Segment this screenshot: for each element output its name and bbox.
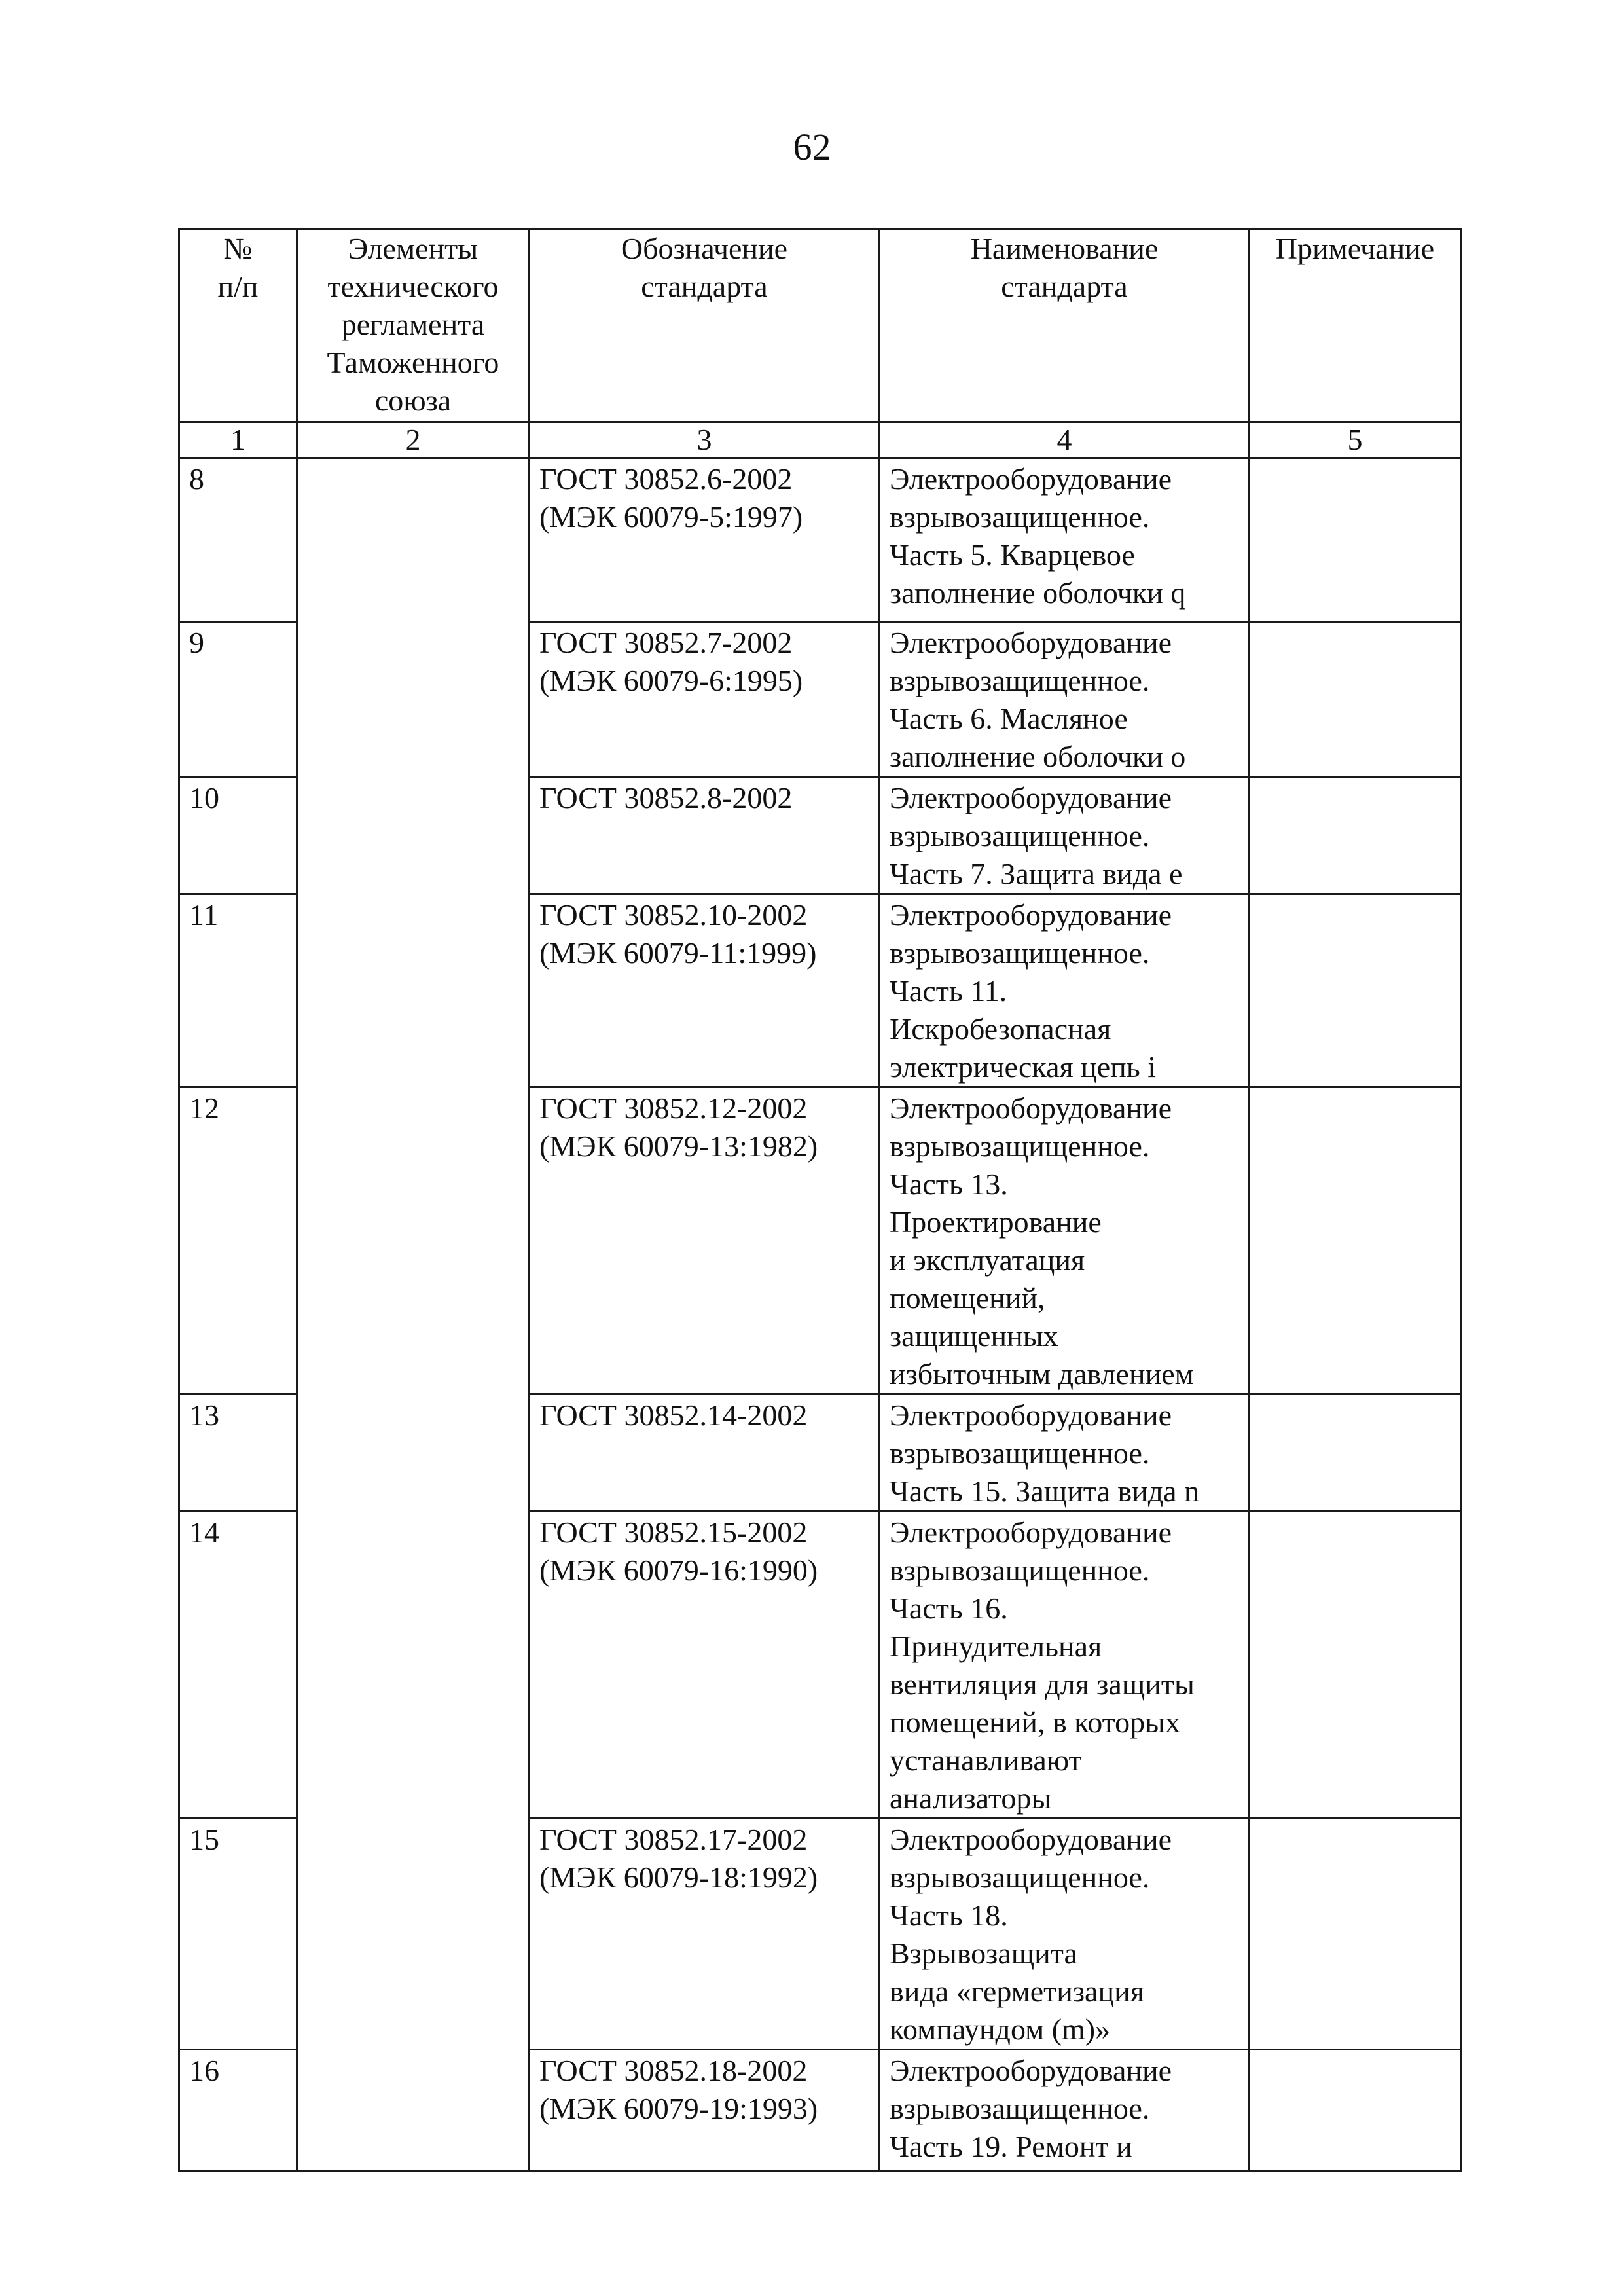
elements-cell <box>297 622 530 777</box>
standard-code-line: (МЭК 60079-5:1997) <box>539 500 803 534</box>
standard-name-line: Проектирование <box>890 1205 1102 1239</box>
table-body <box>179 458 1461 2171</box>
standard-code-cell <box>530 894 880 1087</box>
note-cell <box>1250 1394 1461 1512</box>
standard-name-line: Электрооборудование <box>890 462 1172 496</box>
standard-name-line: избыточным давлением <box>890 1357 1194 1391</box>
row-number: 11 <box>179 894 297 1087</box>
row-number: 10 <box>179 777 297 894</box>
standard-name-line: взрывозащищенное. <box>890 1554 1150 1587</box>
standard-code-cell <box>530 1819 880 2050</box>
row-number: 12 <box>179 1087 297 1394</box>
standard-name-line: взрывозащищенное. <box>890 500 1150 534</box>
table-row <box>179 1394 1461 1512</box>
note-cell <box>1250 458 1461 622</box>
elements-cell <box>297 1819 530 2050</box>
standard-name-line: взрывозащищенное. <box>890 1861 1150 1894</box>
table-row <box>179 622 1461 777</box>
standard-name-line: Электрооборудование <box>890 626 1172 659</box>
standard-name-line: Электрооборудование <box>890 781 1172 814</box>
standard-name-line: Часть 11. <box>890 974 1007 1008</box>
standard-name-line: устанавливают <box>890 1743 1082 1777</box>
table-row <box>179 894 1461 1087</box>
standard-name-cell <box>880 777 1250 894</box>
elements-cell <box>297 777 530 894</box>
row-number: 14 <box>179 1512 297 1819</box>
header-line: союза <box>374 384 452 417</box>
standard-name-line: вентиляция для защиты <box>890 1667 1195 1701</box>
standard-name-line: защищенных <box>890 1319 1058 1353</box>
standard-name-line: Часть 5. Кварцевое <box>890 538 1135 572</box>
standard-name-line: анализаторы <box>890 1781 1052 1815</box>
header-name <box>880 229 1250 422</box>
standard-name-line: и эксплуатация <box>890 1243 1085 1277</box>
standard-code-line: ГОСТ 30852.8-2002 <box>539 781 793 814</box>
standard-name-line: Часть 19. Ремонт и <box>890 2130 1132 2163</box>
standard-name-line: взрывозащищенное. <box>890 819 1150 852</box>
note-cell <box>1250 1819 1461 2050</box>
column-index: 4 <box>880 422 1250 458</box>
header-code <box>530 229 880 422</box>
standard-code-line: ГОСТ 30852.18-2002 <box>539 2054 808 2087</box>
standard-name-line: Часть 16. <box>890 1592 1008 1625</box>
header-line: технического <box>327 270 499 303</box>
column-index-row <box>179 422 1461 458</box>
standard-name-line: помещений, в которых <box>890 1705 1180 1739</box>
header-line: п/п <box>217 270 259 303</box>
standard-name-line: вида «герметизация <box>890 1975 1144 2008</box>
standard-name-line: взрывозащищенное. <box>890 1129 1150 1163</box>
header-elements <box>297 229 530 422</box>
table-row <box>179 777 1461 894</box>
standard-name-line: Взрывозащита <box>890 1937 1077 1970</box>
standard-name-line: Часть 18. <box>890 1899 1008 1932</box>
row-number: 9 <box>179 622 297 777</box>
standard-code-cell <box>530 1394 880 1512</box>
note-cell <box>1250 1512 1461 1819</box>
standard-name-line: взрывозащищенное. <box>890 1436 1150 1470</box>
standard-name-cell <box>880 458 1250 622</box>
table-row <box>179 458 1461 622</box>
note-cell <box>1250 2050 1461 2171</box>
standard-name-cell <box>880 894 1250 1087</box>
row-number: 15 <box>179 1819 297 2050</box>
header-line: Примечание <box>1275 232 1435 265</box>
standard-code-cell <box>530 1087 880 1394</box>
note-cell <box>1250 1087 1461 1394</box>
standard-name-line: Часть 13. <box>890 1167 1008 1201</box>
standard-code-line: (МЭК 60079-19:1993) <box>539 2092 818 2125</box>
standard-name-line: Электрооборудование <box>890 1091 1172 1125</box>
standard-name-line: взрывозащищенное. <box>890 2092 1150 2125</box>
standard-name-line: помещений, <box>890 1281 1045 1315</box>
standard-code-line: ГОСТ 30852.6-2002 <box>539 462 793 496</box>
standard-code-line: ГОСТ 30852.7-2002 <box>539 626 793 659</box>
standard-code-line: (МЭК 60079-6:1995) <box>539 664 803 697</box>
elements-cell <box>297 1512 530 1819</box>
standard-name-line: компаундом (m)» <box>890 2013 1111 2046</box>
column-index: 1 <box>179 422 297 458</box>
standard-name-line: взрывозащищенное. <box>890 936 1150 970</box>
header-line: Наименование <box>970 232 1159 265</box>
standard-code-line: ГОСТ 30852.12-2002 <box>539 1091 808 1125</box>
table-row <box>179 1819 1461 2050</box>
header-line: стандарта <box>641 270 768 303</box>
standard-name-cell <box>880 1819 1250 2050</box>
note-cell <box>1250 622 1461 777</box>
standard-code-cell <box>530 458 880 622</box>
header-note <box>1250 229 1461 422</box>
standard-name-line: Часть 15. Защита вида n <box>890 1474 1200 1508</box>
elements-cell <box>297 894 530 1087</box>
standard-name-cell <box>880 1394 1250 1512</box>
table-row <box>179 1512 1461 1819</box>
standard-name-line: взрывозащищенное. <box>890 664 1150 697</box>
standard-name-line: Электрооборудование <box>890 1516 1172 1549</box>
table-row <box>179 1087 1461 1394</box>
header-line: регламента <box>341 308 485 341</box>
elements-cell <box>297 2050 530 2171</box>
standard-code-line: ГОСТ 30852.15-2002 <box>539 1516 808 1549</box>
standard-name-cell <box>880 622 1250 777</box>
standard-name-line: заполнение оболочки о <box>890 740 1186 773</box>
header-line: Элементы <box>348 232 478 265</box>
standard-code-line: (МЭК 60079-16:1990) <box>539 1554 818 1587</box>
column-index: 5 <box>1250 422 1461 458</box>
standard-name-line: Электрооборудование <box>890 2054 1172 2087</box>
standard-code-cell <box>530 777 880 894</box>
standard-name-line: Электрооборудование <box>890 1823 1172 1856</box>
standard-name-cell <box>880 1087 1250 1394</box>
standard-name-line: Часть 7. Защита вида е <box>890 857 1183 890</box>
standards-table <box>178 228 1462 2172</box>
row-number: 8 <box>179 458 297 622</box>
elements-cell <box>297 1394 530 1512</box>
standard-code-line: ГОСТ 30852.17-2002 <box>539 1823 808 1856</box>
standard-code-line: (МЭК 60079-13:1982) <box>539 1129 818 1163</box>
column-index: 2 <box>297 422 530 458</box>
standard-code-line: (МЭК 60079-11:1999) <box>539 936 817 970</box>
header-row <box>179 229 1461 422</box>
standard-code-line: ГОСТ 30852.14-2002 <box>539 1398 808 1432</box>
page-number: 62 <box>793 126 831 168</box>
standard-name-line: Принудительная <box>890 1630 1102 1663</box>
standard-name-line: Электрооборудование <box>890 1398 1172 1432</box>
row-number: 16 <box>179 2050 297 2171</box>
header-line: Таможенного <box>327 346 499 379</box>
standard-code-cell <box>530 622 880 777</box>
standard-code-cell <box>530 2050 880 2171</box>
standard-name-line: электрическая цепь i <box>890 1050 1157 1084</box>
note-cell <box>1250 894 1461 1087</box>
standard-name-line: заполнение оболочки q <box>890 576 1186 610</box>
standard-name-cell <box>880 2050 1250 2171</box>
header-line: Обозначение <box>621 232 788 265</box>
column-index: 3 <box>530 422 880 458</box>
standard-code-cell <box>530 1512 880 1819</box>
standard-code-line: (МЭК 60079-18:1992) <box>539 1861 818 1894</box>
elements-cell <box>297 458 530 622</box>
standard-name-line: Искробезопасная <box>890 1012 1111 1046</box>
note-cell <box>1250 777 1461 894</box>
header-line: № <box>223 232 253 265</box>
header-line: стандарта <box>1001 270 1128 303</box>
standard-name-line: Электрооборудование <box>890 898 1172 932</box>
elements-cell <box>297 1087 530 1394</box>
table-row <box>179 2050 1461 2171</box>
row-number: 13 <box>179 1394 297 1512</box>
standard-name-cell <box>880 1512 1250 1819</box>
standard-code-line: ГОСТ 30852.10-2002 <box>539 898 808 932</box>
standard-name-line: Часть 6. Масляное <box>890 702 1128 735</box>
header-num <box>179 229 297 422</box>
